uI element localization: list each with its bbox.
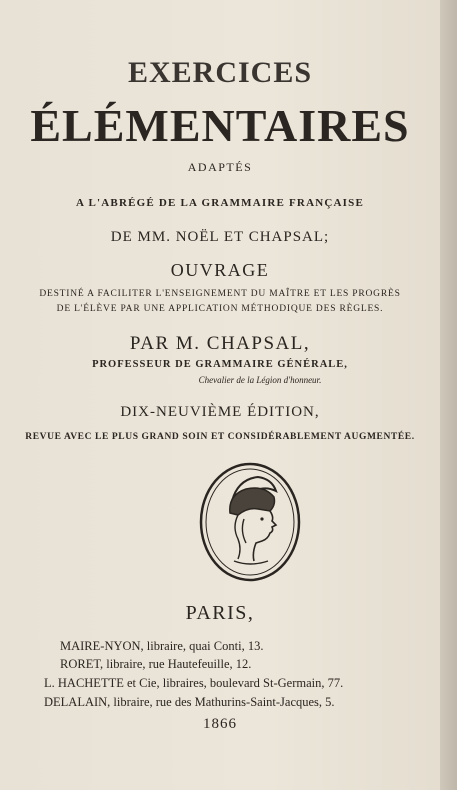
- author-title: PROFESSEUR DE GRAMMAIRE GÉNÉRALE,: [92, 359, 348, 370]
- title-line2: ÉLÉMENTAIRES: [30, 100, 410, 151]
- edition-label: DIX-NEUVIÈME ÉDITION,: [120, 404, 320, 420]
- work-description-line2: DE L'ÉLÈVE PAR UNE APPLICATION MÉTHODIQUE DES RÈGLES.: [56, 304, 384, 314]
- imprint-city: PARIS,: [185, 602, 255, 624]
- publisher-line: RORET, libraire, rue Hautefeuille, 12.: [60, 657, 252, 671]
- publisher-line: MAIRE-NYON, libraire, quai Conti, 13.: [60, 639, 264, 653]
- page-edge: [440, 0, 457, 790]
- publisher-line: DELALAIN, libraire, rue des Mathurins-Saint-Jacques, 5.: [44, 695, 335, 709]
- author-honor: Chevalier de la Légion d'honneur.: [198, 375, 322, 385]
- subtitle-authors: DE MM. NOËL ET CHAPSAL;: [110, 229, 330, 245]
- subtitle-adaptes: ADAPTÉS: [187, 160, 253, 174]
- author-name: PAR M. CHAPSAL,: [129, 333, 311, 354]
- publisher-line: L. HACHETTE et Cie, libraires, boulevard St-Germain, 77.: [44, 676, 344, 690]
- edition-note: REVUE AVEC LE PLUS GRAND SOIN ET CONSIDÉRABLEMENT AUGMENTÉE.: [25, 432, 415, 442]
- work-label: OUVRAGE: [170, 260, 270, 280]
- title-line1: EXERCICES: [127, 56, 313, 89]
- imprint-year: 1866: [203, 716, 237, 732]
- work-description-line1: DESTINÉ A FACILITER L'ENSEIGNEMENT DU MAÎTRE ET LES PROGRÈS: [39, 289, 401, 299]
- athena-helmet-medallion-icon: [198, 461, 302, 583]
- subtitle-abrege: A L'ABRÉGÉ DE LA GRAMMAIRE FRANÇAISE: [76, 197, 364, 209]
